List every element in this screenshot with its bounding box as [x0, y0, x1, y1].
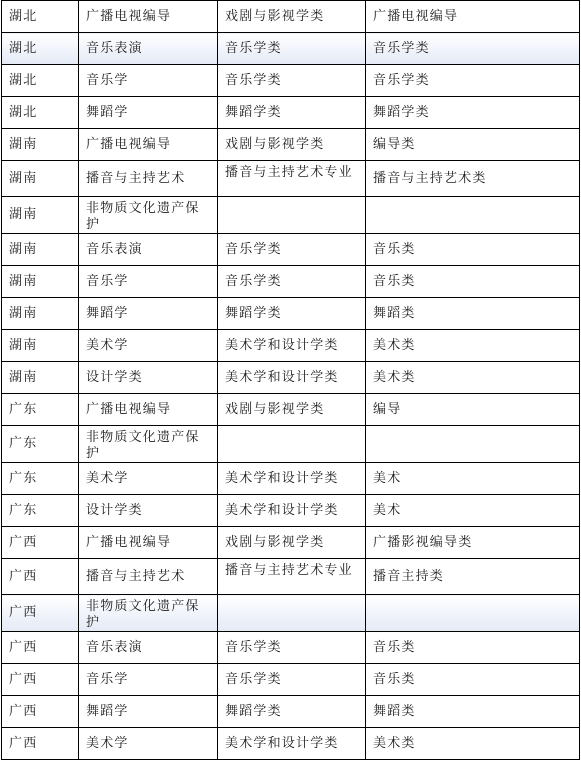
exam-category-cell: 音乐类 — [366, 664, 580, 696]
table-row — [2, 527, 580, 559]
province-cell: 湖南 — [2, 161, 79, 197]
category-cell: 戏剧与影视学类 — [218, 129, 366, 161]
exam-category-cell: 编导 — [366, 394, 580, 426]
category-cell: 音乐学类 — [218, 33, 366, 65]
province-cell: 湖南 — [2, 266, 79, 298]
exam-category-cell: 音乐类 — [366, 234, 580, 266]
exam-category-cell: 音乐学类 — [366, 65, 580, 97]
province-cell: 湖北 — [2, 97, 79, 129]
exam-category-cell: 音乐学类 — [366, 33, 580, 65]
category-cell: 美术学和设计学类 — [218, 362, 366, 394]
table-row — [2, 65, 580, 97]
province-cell: 湖南 — [2, 234, 79, 266]
exam-category-cell: 美术类 — [366, 728, 580, 760]
exam-category-cell: 舞蹈类 — [366, 298, 580, 330]
province-cell: 广西 — [2, 527, 79, 559]
major-cell: 广播电视编导 — [79, 394, 218, 426]
major-cell: 非物质文化遗产保护 — [79, 426, 218, 463]
province-cell: 广西 — [2, 632, 79, 664]
table-row — [2, 298, 580, 330]
table-row — [2, 394, 580, 426]
major-cell: 广播电视编导 — [79, 527, 218, 559]
province-cell: 湖南 — [2, 298, 79, 330]
major-cell: 音乐表演 — [79, 234, 218, 266]
exam-category-cell: 美术类 — [366, 362, 580, 394]
major-cell: 非物质文化遗产保护 — [79, 197, 218, 234]
exam-category-cell: 播音主持类 — [366, 559, 580, 595]
category-cell — [218, 197, 366, 234]
table-row — [2, 696, 580, 728]
exam-category-cell: 美术 — [366, 495, 580, 527]
table-row — [2, 463, 580, 495]
province-cell: 广西 — [2, 696, 79, 728]
table-row — [2, 33, 580, 65]
major-cell: 播音与主持艺术 — [79, 559, 218, 595]
major-cell: 音乐学 — [79, 664, 218, 696]
category-cell: 舞蹈学类 — [218, 696, 366, 728]
province-cell: 广东 — [2, 495, 79, 527]
major-cell: 播音与主持艺术 — [79, 161, 218, 197]
category-cell: 播音与主持艺术专业 — [218, 161, 366, 197]
table-row — [2, 97, 580, 129]
major-cell: 美术学 — [79, 330, 218, 362]
table-row — [2, 426, 580, 463]
category-cell: 戏剧与影视学类 — [218, 1, 366, 33]
table-row — [2, 266, 580, 298]
table-row — [2, 234, 580, 266]
province-cell: 湖北 — [2, 65, 79, 97]
table-row — [2, 495, 580, 527]
major-cell: 舞蹈学 — [79, 97, 218, 129]
major-cell: 音乐表演 — [79, 33, 218, 65]
category-cell: 播音与主持艺术专业 — [218, 559, 366, 595]
province-cell: 湖南 — [2, 197, 79, 234]
major-cell: 广播电视编导 — [79, 1, 218, 33]
category-cell: 音乐学类 — [218, 632, 366, 664]
table-row — [2, 161, 580, 197]
exam-category-cell — [366, 197, 580, 234]
admissions-table — [1, 0, 580, 760]
province-cell: 广东 — [2, 394, 79, 426]
province-cell: 广西 — [2, 664, 79, 696]
exam-category-cell — [366, 426, 580, 463]
category-cell: 音乐学类 — [218, 234, 366, 266]
major-cell: 音乐学 — [79, 65, 218, 97]
province-cell: 湖南 — [2, 362, 79, 394]
province-cell: 湖南 — [2, 129, 79, 161]
category-cell: 美术学和设计学类 — [218, 495, 366, 527]
major-cell: 设计学类 — [79, 495, 218, 527]
table-row — [2, 197, 580, 234]
category-cell: 戏剧与影视学类 — [218, 394, 366, 426]
table-row — [2, 595, 580, 632]
major-cell: 音乐表演 — [79, 632, 218, 664]
category-cell: 舞蹈学类 — [218, 298, 366, 330]
category-cell: 音乐学类 — [218, 266, 366, 298]
exam-category-cell: 编导类 — [366, 129, 580, 161]
province-cell: 湖北 — [2, 1, 79, 33]
exam-category-cell: 音乐类 — [366, 632, 580, 664]
province-cell: 广西 — [2, 728, 79, 760]
category-cell: 美术学和设计学类 — [218, 728, 366, 760]
table-row — [2, 129, 580, 161]
exam-category-cell: 广播电视编导 — [366, 1, 580, 33]
category-cell: 音乐学类 — [218, 664, 366, 696]
major-cell: 舞蹈学 — [79, 298, 218, 330]
table-row — [2, 632, 580, 664]
table-body — [2, 1, 580, 760]
table-row — [2, 664, 580, 696]
table-row — [2, 362, 580, 394]
province-cell: 广东 — [2, 426, 79, 463]
province-cell: 湖北 — [2, 33, 79, 65]
table-row — [2, 559, 580, 595]
exam-category-cell: 音乐类 — [366, 266, 580, 298]
province-cell: 广西 — [2, 559, 79, 595]
major-cell: 舞蹈学 — [79, 696, 218, 728]
major-cell: 音乐学 — [79, 266, 218, 298]
category-cell — [218, 426, 366, 463]
category-cell: 美术学和设计学类 — [218, 330, 366, 362]
province-cell: 广西 — [2, 595, 79, 632]
category-cell: 舞蹈学类 — [218, 97, 366, 129]
exam-category-cell: 播音与主持艺术类 — [366, 161, 580, 197]
exam-category-cell: 美术 — [366, 463, 580, 495]
table-row — [2, 1, 580, 33]
table-row — [2, 728, 580, 760]
exam-category-cell: 舞蹈类 — [366, 696, 580, 728]
table-row — [2, 330, 580, 362]
exam-category-cell: 美术类 — [366, 330, 580, 362]
exam-category-cell: 舞蹈学类 — [366, 97, 580, 129]
major-cell: 美术学 — [79, 463, 218, 495]
category-cell: 戏剧与影视学类 — [218, 527, 366, 559]
province-cell: 湖南 — [2, 330, 79, 362]
category-cell: 音乐学类 — [218, 65, 366, 97]
major-cell: 非物质文化遗产保护 — [79, 595, 218, 632]
category-cell — [218, 595, 366, 632]
major-cell: 设计学类 — [79, 362, 218, 394]
major-cell: 美术学 — [79, 728, 218, 760]
major-cell: 广播电视编导 — [79, 129, 218, 161]
exam-category-cell: 广播影视编导类 — [366, 527, 580, 559]
exam-category-cell — [366, 595, 580, 632]
province-cell: 广东 — [2, 463, 79, 495]
category-cell: 美术学和设计学类 — [218, 463, 366, 495]
